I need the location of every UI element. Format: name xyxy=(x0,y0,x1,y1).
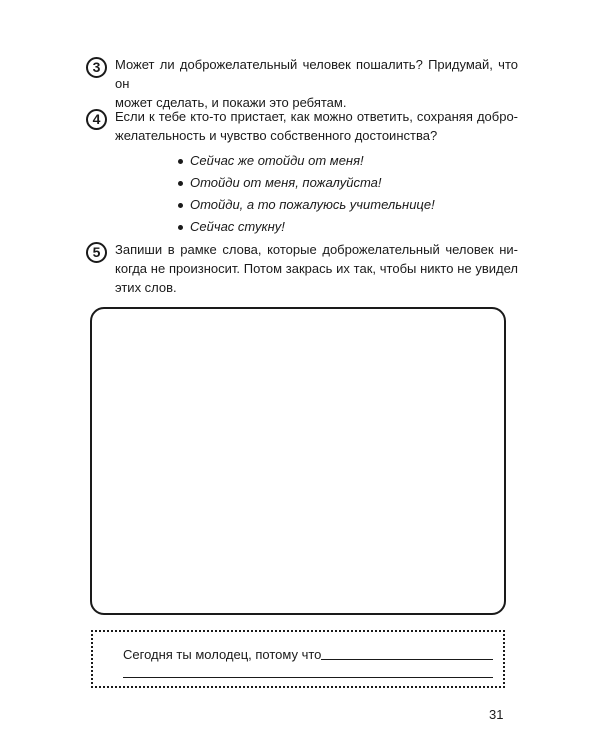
task-3 xyxy=(88,55,518,112)
task-4-line-1: Если к тебе кто-то пристает, как можно ответить, сохраняя добро- xyxy=(115,109,518,124)
answer-line[interactable] xyxy=(321,659,493,660)
task-5-text xyxy=(115,240,518,297)
task-3-line-1: Может ли доброжелательный человек пошалить? Придумай, что он xyxy=(115,57,518,91)
task-3-line-2: может сделать, и покажи это ребятам. xyxy=(115,95,347,110)
task-4 xyxy=(88,107,518,145)
writing-frame[interactable] xyxy=(90,307,506,615)
task-4-line-2: желательность и чувство собственного достоинства? xyxy=(115,128,438,143)
task-3-text xyxy=(115,55,518,112)
answer-line[interactable] xyxy=(123,677,493,678)
self-praise-prompt: Сегодня ты молодец, потому что xyxy=(123,647,322,662)
task-5-line-1: Запиши в рамке слова, которые доброжелательный человек ни- xyxy=(115,242,518,257)
task-5 xyxy=(88,240,518,297)
answer-option: Отойди, а то пожалуюсь учительнице! xyxy=(178,194,435,216)
answer-options-list xyxy=(178,150,435,238)
page-number: 31 xyxy=(489,707,504,722)
self-praise-box xyxy=(91,630,505,688)
task-5-line-2: когда не произносит. Потом закрась их так, чтобы никто не увидел xyxy=(115,261,518,276)
task-number-badge: 3 xyxy=(86,57,107,78)
task-number-badge: 5 xyxy=(86,242,107,263)
task-4-text xyxy=(115,107,518,145)
answer-option: Сейчас стукну! xyxy=(178,216,435,238)
answer-option: Сейчас же отойди от меня! xyxy=(178,150,435,172)
answer-option: Отойди от меня, пожалуйста! xyxy=(178,172,435,194)
task-5-line-3: этих слов. xyxy=(115,280,177,295)
task-number-badge: 4 xyxy=(86,109,107,130)
